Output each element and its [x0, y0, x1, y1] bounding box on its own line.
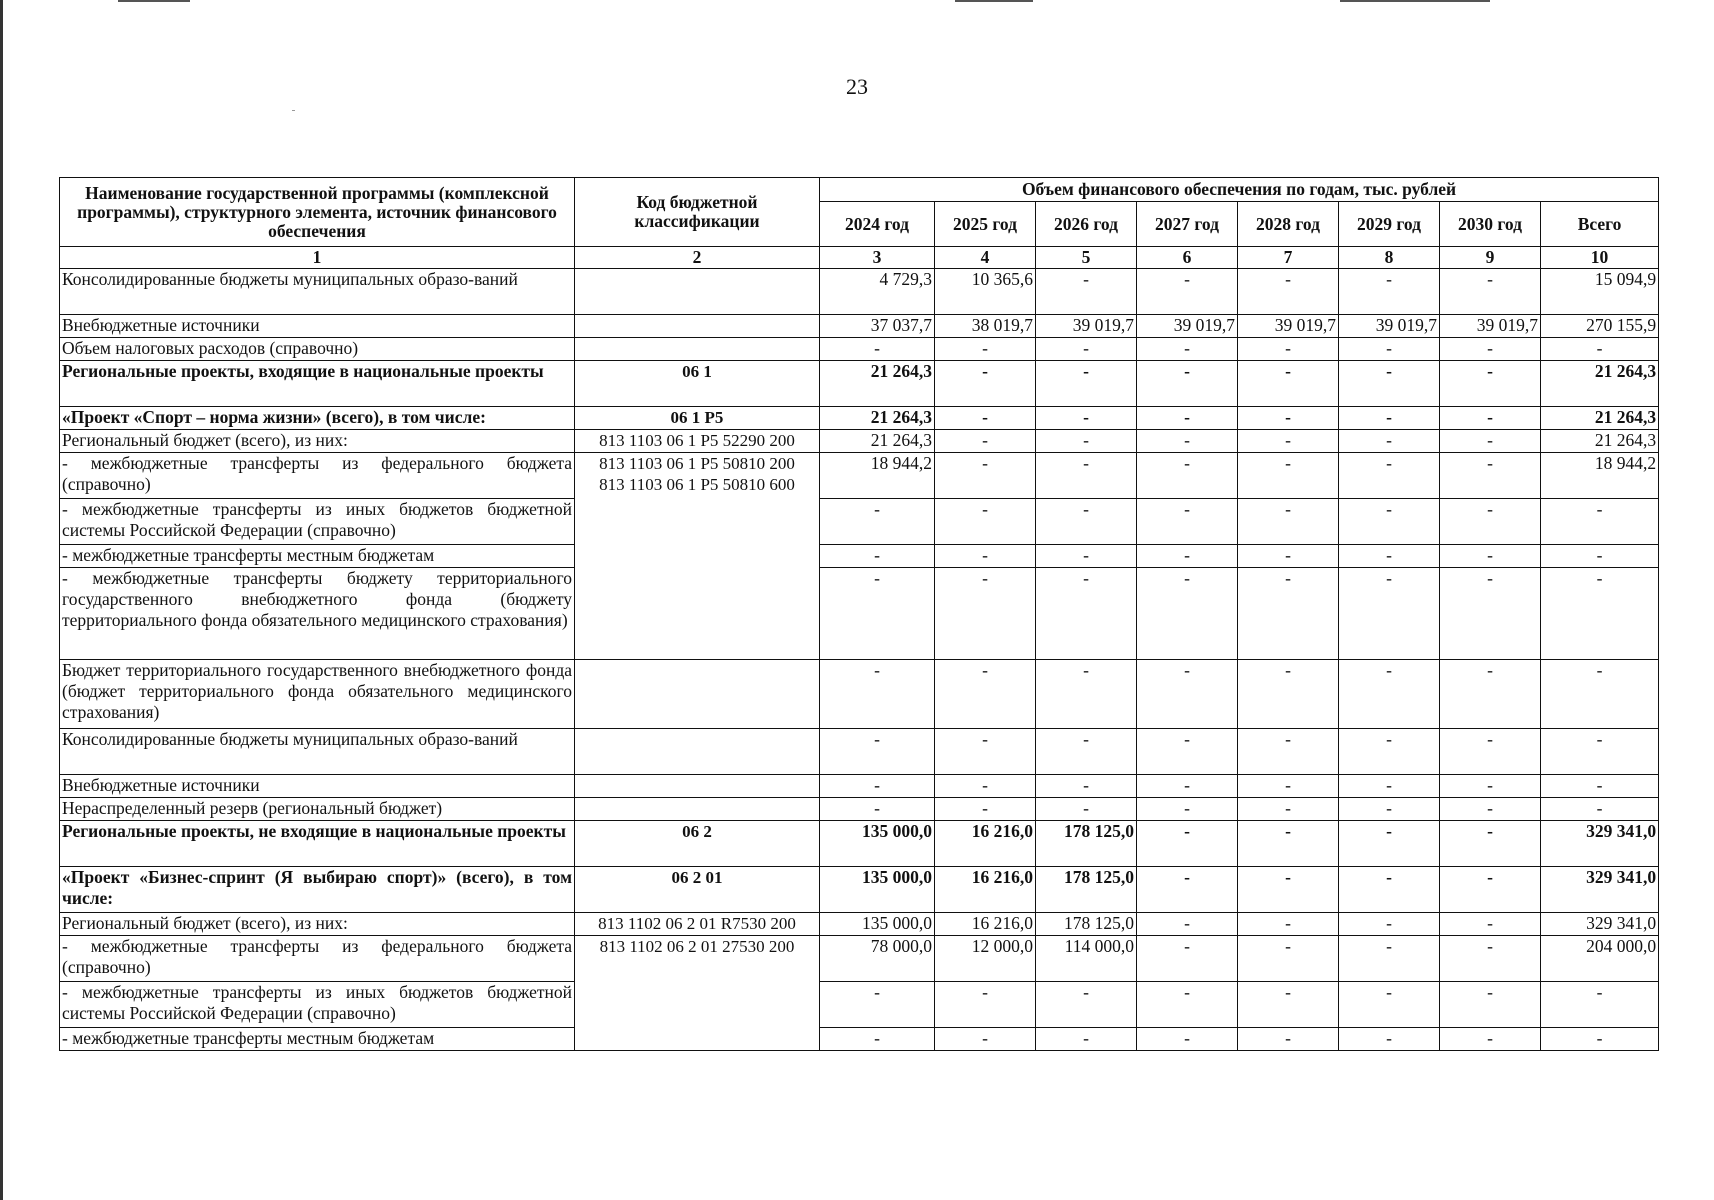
cell-value: - [1137, 361, 1238, 407]
cell-value: - [1137, 775, 1238, 798]
cell-value: - [1137, 982, 1238, 1028]
cell-total: - [1541, 798, 1659, 821]
cell-value: 135 000,0 [820, 913, 935, 936]
cell-value: - [935, 453, 1036, 499]
cell-value: - [935, 430, 1036, 453]
cell-value: 178 125,0 [1036, 867, 1137, 913]
cell-value: 39 019,7 [1238, 315, 1339, 338]
cell-value: 114 000,0 [1036, 936, 1137, 982]
cell-value: - [1339, 821, 1440, 867]
row-code [575, 338, 820, 361]
cell-value: - [935, 338, 1036, 361]
header-code-column: Код бюджетной классификации [575, 178, 820, 247]
cell-total: - [1541, 660, 1659, 729]
table-row [60, 269, 1659, 315]
cell-value: - [1339, 430, 1440, 453]
table-row [60, 407, 1659, 430]
cell-value: - [1238, 775, 1339, 798]
cell-value: - [1036, 361, 1137, 407]
row-name: - межбюджетные трансферты из федерального бюджета (справочно) [60, 453, 575, 499]
cell-value: - [1238, 407, 1339, 430]
cell-total: - [1541, 775, 1659, 798]
cell-total: 329 341,0 [1541, 913, 1659, 936]
cell-value: - [935, 407, 1036, 430]
cell-total: 21 264,3 [1541, 430, 1659, 453]
cell-value: - [820, 775, 935, 798]
header-year: 2027 год [1137, 202, 1238, 247]
cell-value: - [1137, 407, 1238, 430]
cell-value: - [935, 660, 1036, 729]
cell-value: - [1137, 499, 1238, 545]
cell-total: - [1541, 729, 1659, 775]
row-name: - межбюджетные трансферты местным бюджетам [60, 545, 575, 568]
table-row [60, 453, 1659, 499]
cell-value: - [1238, 1028, 1339, 1051]
row-name: Нераспределенный резерв (региональный бюджет) [60, 798, 575, 821]
cell-value: 178 125,0 [1036, 821, 1137, 867]
budget-code: 813 1102 06 2 01 27530 200 [599, 937, 795, 956]
cell-value: - [820, 499, 935, 545]
row-code [575, 407, 820, 430]
header-name-column: Наименование государственной программы (комплексной программы), структурного элемента, источник финансового обеспечения [60, 178, 575, 247]
row-name: Внебюджетные источники [60, 775, 575, 798]
row-code [575, 936, 820, 1051]
cell-value: - [1440, 1028, 1541, 1051]
cell-value: - [1238, 936, 1339, 982]
row-code [575, 821, 820, 867]
table-row [60, 499, 1659, 545]
cell-value: - [820, 545, 935, 568]
row-code [575, 430, 820, 453]
cell-value: - [1440, 775, 1541, 798]
cell-value: 37 037,7 [820, 315, 935, 338]
cell-value: 38 019,7 [935, 315, 1036, 338]
cell-value: - [1339, 867, 1440, 913]
table-row [60, 361, 1659, 407]
table-row [60, 338, 1659, 361]
cell-value: - [1238, 798, 1339, 821]
scan-edge-mark [118, 0, 190, 2]
cell-value: - [1440, 568, 1541, 660]
table-row [60, 867, 1659, 913]
row-code [575, 269, 820, 315]
cell-value: - [1238, 545, 1339, 568]
cell-value: - [1440, 821, 1541, 867]
header-total: Всего [1541, 202, 1659, 247]
cell-value: - [1137, 798, 1238, 821]
cell-value: - [935, 798, 1036, 821]
table-row [60, 315, 1659, 338]
cell-value: - [1137, 660, 1238, 729]
budget-code: 813 1103 06 1 P5 50810 600 [599, 475, 795, 494]
header-year: 2026 год [1036, 202, 1137, 247]
row-code [575, 798, 820, 821]
cell-value: - [935, 545, 1036, 568]
cell-value: - [935, 1028, 1036, 1051]
row-name: Бюджет территориального государственного внебюджетного фонда (бюджет территориального фонда обязательного медицинского страхования) [60, 660, 575, 729]
row-code [575, 913, 820, 936]
cell-value: 178 125,0 [1036, 913, 1137, 936]
row-name: «Проект «Бизнес-спринт (Я выбираю спорт)» (всего), в том числе: [60, 867, 575, 913]
cell-value: - [1440, 499, 1541, 545]
column-numbers-row [60, 247, 1659, 269]
row-code [575, 361, 820, 407]
table-row [60, 568, 1659, 660]
column-number: 7 [1238, 247, 1339, 269]
cell-value: 135 000,0 [820, 821, 935, 867]
cell-total: 204 000,0 [1541, 936, 1659, 982]
table-row [60, 430, 1659, 453]
cell-value: - [1238, 660, 1339, 729]
budget-code: 06 2 01 [671, 868, 723, 887]
row-name: - межбюджетные трансферты из федерального бюджета (справочно) [60, 936, 575, 982]
cell-value: - [1036, 798, 1137, 821]
cell-total: - [1541, 982, 1659, 1028]
row-name: - межбюджетные трансферты местным бюджетам [60, 1028, 575, 1051]
cell-value: - [1440, 867, 1541, 913]
cell-value: - [1440, 913, 1541, 936]
header-year: 2029 год [1339, 202, 1440, 247]
cell-value: - [1036, 430, 1137, 453]
row-name: «Проект «Спорт – норма жизни» (всего), в том числе: [60, 407, 575, 430]
cell-value: - [1339, 936, 1440, 982]
cell-value: - [935, 982, 1036, 1028]
row-name: Региональный бюджет (всего), из них: [60, 430, 575, 453]
cell-total: - [1541, 568, 1659, 660]
cell-value: - [1339, 775, 1440, 798]
cell-total: 21 264,3 [1541, 361, 1659, 407]
column-number: 4 [935, 247, 1036, 269]
table-row [60, 798, 1659, 821]
cell-value: 16 216,0 [935, 913, 1036, 936]
cell-value: - [1339, 982, 1440, 1028]
cell-value: - [1238, 568, 1339, 660]
column-number: 8 [1339, 247, 1440, 269]
scan-speck [292, 110, 295, 111]
cell-value: - [1339, 407, 1440, 430]
header-year: 2025 год [935, 202, 1036, 247]
column-number: 10 [1541, 247, 1659, 269]
cell-value: - [1339, 913, 1440, 936]
cell-value: - [1440, 660, 1541, 729]
cell-value: - [1440, 798, 1541, 821]
cell-value: - [820, 660, 935, 729]
cell-value: - [820, 1028, 935, 1051]
column-number: 3 [820, 247, 935, 269]
cell-value: 21 264,3 [820, 361, 935, 407]
cell-value: - [1339, 453, 1440, 499]
cell-value: - [1339, 729, 1440, 775]
row-code [575, 315, 820, 338]
row-code [575, 867, 820, 913]
cell-total: 329 341,0 [1541, 867, 1659, 913]
budget-code: 813 1102 06 2 01 R7530 200 [598, 914, 796, 933]
cell-value: - [1036, 775, 1137, 798]
row-code [575, 729, 820, 775]
cell-value: - [935, 775, 1036, 798]
cell-value: - [1137, 568, 1238, 660]
cell-value: - [1137, 1028, 1238, 1051]
cell-value: - [1238, 361, 1339, 407]
cell-value: 21 264,3 [820, 407, 935, 430]
cell-value: - [1137, 453, 1238, 499]
cell-value: - [1440, 338, 1541, 361]
cell-value: - [1036, 499, 1137, 545]
cell-value: - [1036, 982, 1137, 1028]
cell-value: - [1440, 361, 1541, 407]
cell-value: - [1440, 982, 1541, 1028]
cell-value: 16 216,0 [935, 867, 1036, 913]
row-name: Консолидированные бюджеты муниципальных образо-ваний [60, 729, 575, 775]
cell-value: - [1238, 729, 1339, 775]
header-funding-group: Объем финансового обеспечения по годам, тыс. рублей [820, 178, 1659, 202]
cell-total: 15 094,9 [1541, 269, 1659, 315]
cell-value: 4 729,3 [820, 269, 935, 315]
cell-value: - [1238, 453, 1339, 499]
table-row [60, 913, 1659, 936]
cell-value: - [1339, 798, 1440, 821]
cell-value: - [820, 982, 935, 1028]
cell-value: - [1137, 269, 1238, 315]
table-row [60, 660, 1659, 729]
budget-code: 06 1 P5 [670, 408, 724, 427]
cell-value: - [1238, 821, 1339, 867]
row-name: Региональный бюджет (всего), из них: [60, 913, 575, 936]
table-row [60, 1028, 1659, 1051]
cell-total: 270 155,9 [1541, 315, 1659, 338]
cell-value: - [1137, 729, 1238, 775]
table-row [60, 729, 1659, 775]
scan-edge-left [0, 0, 3, 1200]
cell-value: - [1036, 269, 1137, 315]
header-year: 2028 год [1238, 202, 1339, 247]
cell-value: - [1440, 430, 1541, 453]
cell-value: - [1036, 407, 1137, 430]
cell-total: - [1541, 545, 1659, 568]
cell-value: 78 000,0 [820, 936, 935, 982]
row-code [575, 660, 820, 729]
cell-value: - [1036, 545, 1137, 568]
cell-value: - [1339, 499, 1440, 545]
cell-value: - [1339, 660, 1440, 729]
cell-value: - [1137, 913, 1238, 936]
cell-value: - [1137, 936, 1238, 982]
cell-total: - [1541, 499, 1659, 545]
cell-value: 39 019,7 [1440, 315, 1541, 338]
row-code [575, 453, 820, 660]
budget-code: 06 1 [682, 362, 712, 381]
cell-value: - [1440, 269, 1541, 315]
table-row [60, 936, 1659, 982]
header-year: 2024 год [820, 202, 935, 247]
cell-value: - [1339, 1028, 1440, 1051]
cell-value: - [1339, 269, 1440, 315]
cell-value: 18 944,2 [820, 453, 935, 499]
cell-value: - [1137, 821, 1238, 867]
cell-value: - [1238, 499, 1339, 545]
cell-value: - [1440, 407, 1541, 430]
budget-code: 06 2 [682, 822, 712, 841]
cell-total: - [1541, 338, 1659, 361]
column-number: 1 [60, 247, 575, 269]
cell-value: - [1238, 430, 1339, 453]
row-name: Консолидированные бюджеты муниципальных образо-ваний [60, 269, 575, 315]
cell-total: 18 944,2 [1541, 453, 1659, 499]
cell-value: - [1036, 338, 1137, 361]
cell-value: - [1339, 338, 1440, 361]
budget-table [59, 177, 1659, 1051]
cell-total: - [1541, 1028, 1659, 1051]
table-row [60, 775, 1659, 798]
table-row [60, 821, 1659, 867]
cell-value: - [1339, 361, 1440, 407]
cell-value: - [1036, 729, 1137, 775]
cell-value: - [1036, 453, 1137, 499]
table-row [60, 982, 1659, 1028]
row-name: Объем налоговых расходов (справочно) [60, 338, 575, 361]
cell-value: 39 019,7 [1339, 315, 1440, 338]
cell-value: - [935, 361, 1036, 407]
cell-value: - [1036, 568, 1137, 660]
cell-value: - [1036, 1028, 1137, 1051]
cell-value: 12 000,0 [935, 936, 1036, 982]
cell-value: - [1238, 338, 1339, 361]
cell-value: - [1238, 269, 1339, 315]
table-row [60, 545, 1659, 568]
cell-value: - [1137, 867, 1238, 913]
cell-value: 39 019,7 [1036, 315, 1137, 338]
column-number: 2 [575, 247, 820, 269]
header-year: 2030 год [1440, 202, 1541, 247]
cell-value: 10 365,6 [935, 269, 1036, 315]
cell-value: - [820, 798, 935, 821]
scan-edge-mark [1340, 0, 1490, 2]
cell-value: - [1238, 867, 1339, 913]
row-name: Внебюджетные источники [60, 315, 575, 338]
cell-value: - [1440, 936, 1541, 982]
cell-value: - [1137, 338, 1238, 361]
cell-value: - [1238, 913, 1339, 936]
cell-value: - [1440, 453, 1541, 499]
cell-value: - [1036, 660, 1137, 729]
cell-value: - [820, 568, 935, 660]
row-name: - межбюджетные трансферты бюджету территориального государственного внебюджетного фонда (бюджету территориального фонда обязательного медицинского страхования) [60, 568, 575, 660]
cell-value: - [1137, 545, 1238, 568]
column-number: 5 [1036, 247, 1137, 269]
cell-value: - [1339, 568, 1440, 660]
page-number: 23 [846, 74, 868, 99]
cell-value: - [935, 499, 1036, 545]
cell-value: - [820, 729, 935, 775]
cell-value: 39 019,7 [1137, 315, 1238, 338]
row-name: Региональные проекты, входящие в национальные проекты [60, 361, 575, 407]
cell-value: - [820, 338, 935, 361]
cell-value: - [1440, 545, 1541, 568]
budget-code: 813 1103 06 1 P5 52290 200 [599, 431, 795, 450]
cell-value: - [1238, 982, 1339, 1028]
column-number: 9 [1440, 247, 1541, 269]
row-code [575, 775, 820, 798]
cell-value: 21 264,3 [820, 430, 935, 453]
cell-value: - [935, 568, 1036, 660]
cell-value: 135 000,0 [820, 867, 935, 913]
cell-value: - [1440, 729, 1541, 775]
column-number: 6 [1137, 247, 1238, 269]
cell-value: - [1339, 545, 1440, 568]
scan-edge-mark [955, 0, 1033, 2]
cell-value: - [1137, 430, 1238, 453]
cell-value: 16 216,0 [935, 821, 1036, 867]
cell-total: 21 264,3 [1541, 407, 1659, 430]
cell-value: - [935, 729, 1036, 775]
cell-total: 329 341,0 [1541, 821, 1659, 867]
row-name: Региональные проекты, не входящие в национальные проекты [60, 821, 575, 867]
row-name: - межбюджетные трансферты из иных бюджетов бюджетной системы Российской Федерации (справочно) [60, 982, 575, 1028]
row-name: - межбюджетные трансферты из иных бюджетов бюджетной системы Российской Федерации (справочно) [60, 499, 575, 545]
budget-code: 813 1103 06 1 P5 50810 200 [599, 454, 795, 473]
